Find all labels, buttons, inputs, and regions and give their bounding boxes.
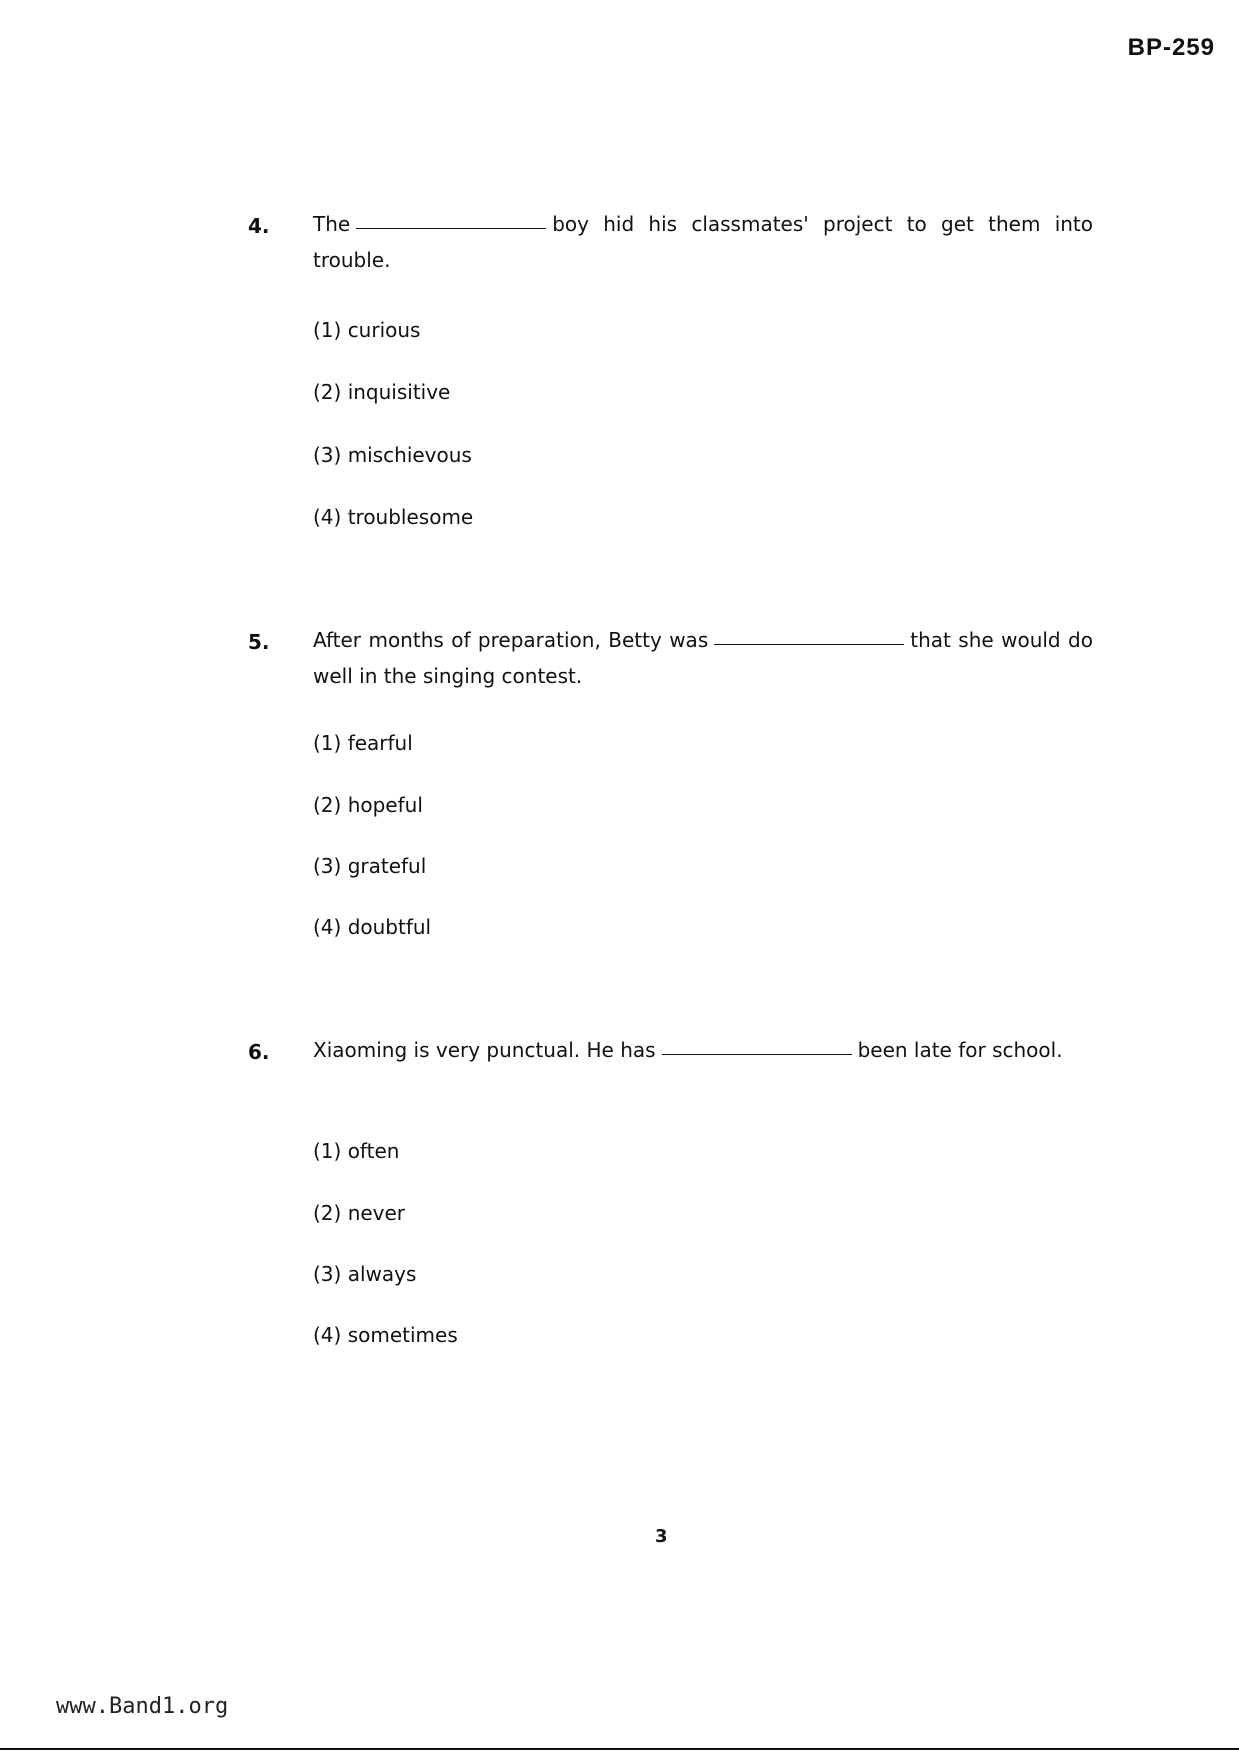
option-1: (1) fearful	[313, 731, 413, 755]
option-2: (2) hopeful	[313, 793, 423, 817]
question-number: 5.	[248, 630, 270, 654]
option-1: (1) curious	[313, 318, 421, 342]
answer-blank	[662, 1053, 852, 1055]
question-number: 4.	[248, 214, 270, 238]
option-3: (3) grateful	[313, 854, 427, 878]
question-text	[313, 1032, 1093, 1068]
website-url: www.Band1.org	[56, 1694, 229, 1719]
option-4: (4) sometimes	[313, 1323, 458, 1347]
option-2: (2) never	[313, 1201, 406, 1225]
option-1: (1) often	[313, 1139, 400, 1163]
question-text	[313, 622, 1093, 694]
question-text-after: boy hid his classmates' project to get them into trouble.	[313, 212, 1093, 272]
question-text-after: that she would do well in the singing contest.	[313, 628, 1093, 688]
option-4: (4) troublesome	[313, 505, 474, 529]
option-3: (3) mischievous	[313, 443, 472, 467]
document-code: BP-259	[1127, 34, 1215, 61]
question-number: 6.	[248, 1040, 270, 1064]
question-text-before: After months of preparation, Betty was	[313, 628, 709, 652]
question-text-before: Xiaoming is very punctual. He has	[313, 1038, 656, 1062]
option-3: (3) always	[313, 1262, 417, 1286]
question-text-before: The	[313, 212, 351, 236]
option-4: (4) doubtful	[313, 915, 432, 939]
question-text	[313, 206, 1093, 278]
page-number: 3	[655, 1526, 668, 1547]
answer-blank	[714, 643, 904, 645]
answer-blank	[356, 227, 546, 229]
question-text-after: been late for school.	[857, 1038, 1063, 1062]
option-2: (2) inquisitive	[313, 380, 451, 404]
bottom-rule	[0, 1748, 1239, 1750]
